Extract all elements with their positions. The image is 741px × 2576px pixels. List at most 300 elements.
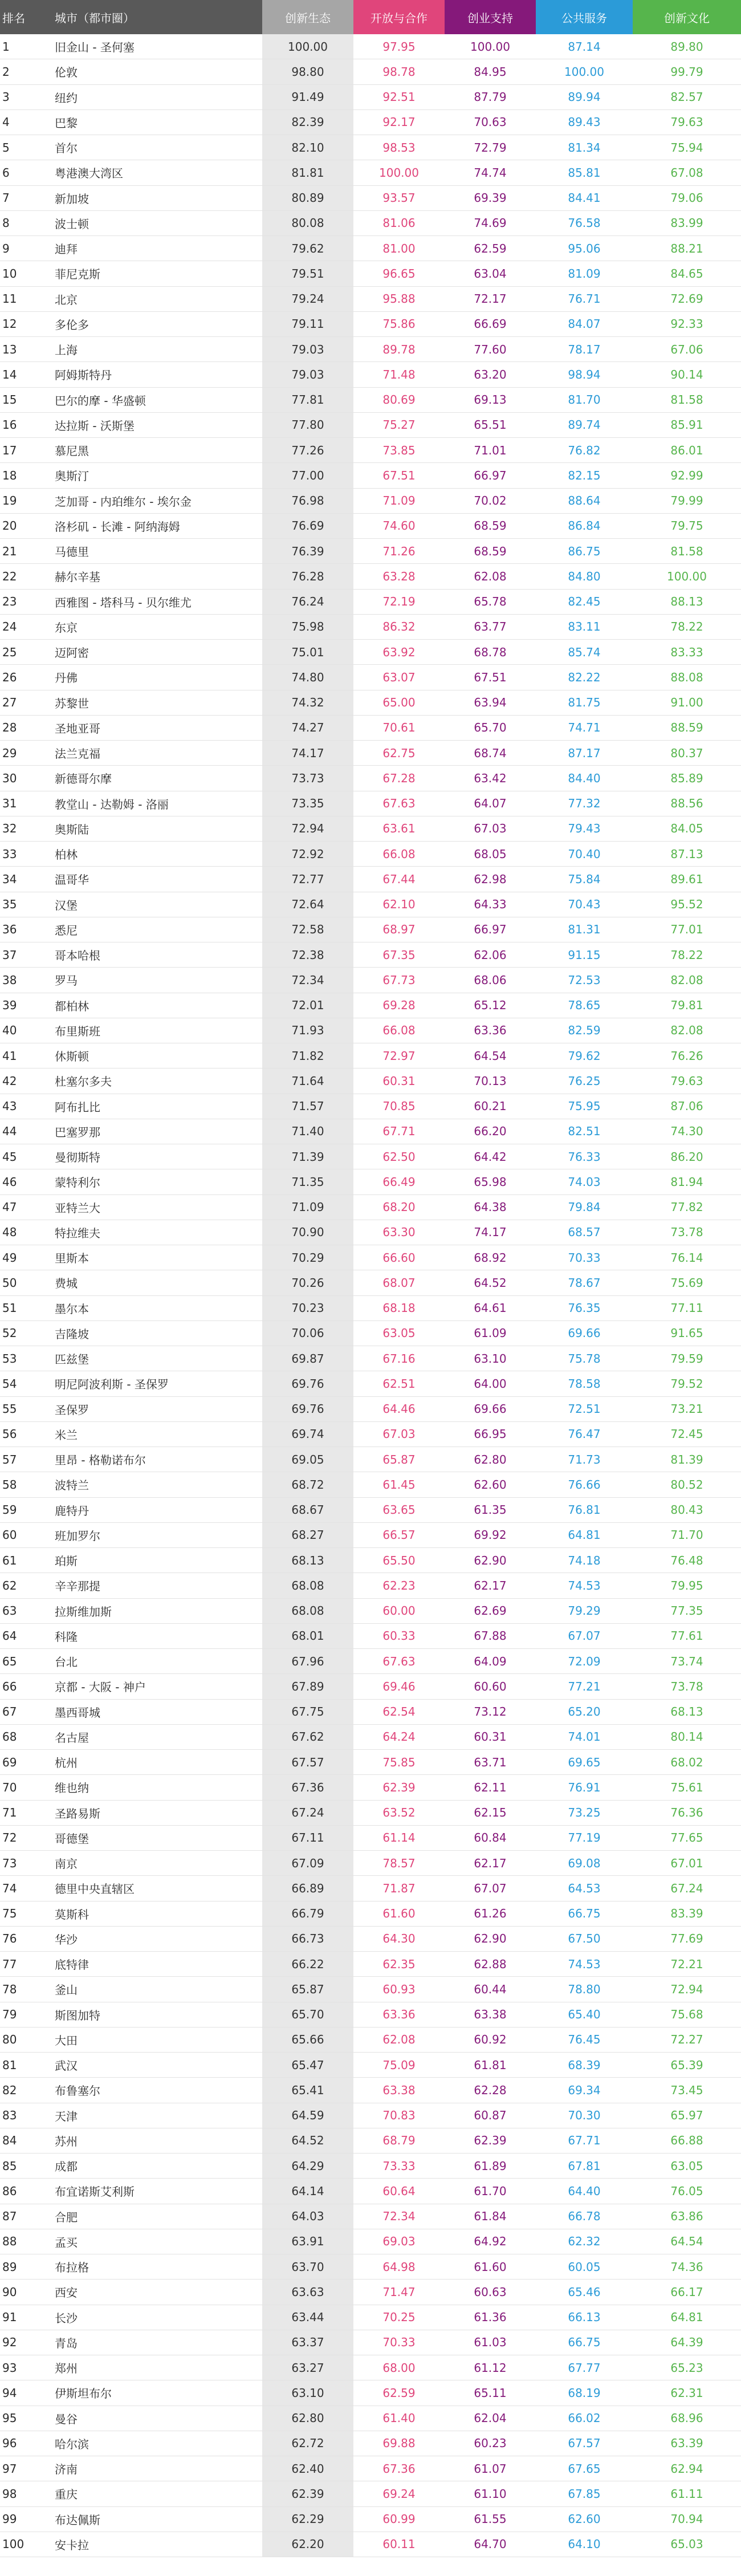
- table-row[interactable]: [0, 2330, 741, 2355]
- cell-city: 布鲁塞尔: [55, 2084, 100, 2098]
- cell-culture: 84.05: [670, 822, 703, 836]
- cell-rank: 15: [2, 393, 17, 407]
- table-row[interactable]: [0, 2532, 741, 2557]
- cell-openness: 63.92: [382, 645, 416, 659]
- table-row[interactable]: [0, 2355, 741, 2380]
- table-row[interactable]: [0, 842, 741, 867]
- table-row[interactable]: [0, 917, 741, 942]
- cell-startup: 63.77: [474, 620, 507, 634]
- cell-openness: 67.35: [382, 948, 416, 962]
- cell-startup: 65.51: [474, 418, 507, 432]
- table-row[interactable]: [0, 2078, 741, 2103]
- table-row[interactable]: [0, 1346, 741, 1371]
- table-row[interactable]: [0, 1548, 741, 1573]
- table-row[interactable]: [0, 1144, 741, 1169]
- header-openness[interactable]: 开放与合作: [353, 0, 445, 34]
- cell-culture: 67.24: [670, 1881, 703, 1895]
- cell-innovation: 63.91: [262, 2229, 353, 2254]
- cell-public-service: 74.03: [568, 1175, 601, 1189]
- cell-rank: 88: [2, 2234, 17, 2249]
- cell-innovation: 68.08: [262, 1573, 353, 1598]
- table-row[interactable]: [0, 1876, 741, 1901]
- cell-openness: 81.06: [382, 216, 416, 230]
- cell-openness: 66.08: [382, 847, 416, 861]
- cell-rank: 44: [2, 1124, 17, 1139]
- cell-innovation: 67.62: [262, 1725, 353, 1749]
- table-row[interactable]: [0, 1750, 741, 1775]
- cell-startup: 70.63: [474, 115, 507, 129]
- table-row[interactable]: [0, 2103, 741, 2128]
- cell-openness: 63.07: [382, 670, 416, 684]
- table-row[interactable]: [0, 2507, 741, 2532]
- table-row[interactable]: [0, 1977, 741, 2002]
- cell-openness: 62.08: [382, 2033, 416, 2047]
- table-row[interactable]: [0, 1523, 741, 1548]
- cell-openness: 75.27: [382, 418, 416, 432]
- cell-innovation: 71.57: [262, 1094, 353, 1119]
- cell-culture: 99.79: [670, 64, 703, 79]
- table-row[interactable]: [0, 2229, 741, 2254]
- cell-city: 重庆: [55, 2488, 78, 2502]
- table-row[interactable]: [0, 1371, 741, 1396]
- table-row[interactable]: [0, 615, 741, 640]
- cell-openness: 86.32: [382, 620, 416, 634]
- cell-city: 圣保罗: [55, 1403, 89, 1417]
- table-row[interactable]: [0, 1826, 741, 1851]
- cell-culture: 65.97: [670, 2108, 703, 2123]
- table-row[interactable]: [0, 1700, 741, 1725]
- table-row[interactable]: [0, 539, 741, 564]
- cell-rank: 68: [2, 1730, 17, 1744]
- cell-startup: 61.84: [474, 2209, 507, 2224]
- cell-openness: 71.87: [382, 1881, 416, 1895]
- cell-innovation: 91.49: [262, 85, 353, 109]
- cell-culture: 73.21: [670, 1402, 703, 1416]
- table-row[interactable]: [0, 85, 741, 110]
- cell-startup: 72.17: [474, 292, 507, 306]
- cell-public-service: 79.43: [568, 822, 601, 836]
- table-row[interactable]: [0, 968, 741, 993]
- cell-public-service: 79.62: [568, 1049, 601, 1063]
- cell-openness: 67.63: [382, 797, 416, 811]
- table-row[interactable]: [0, 2053, 741, 2078]
- cell-city: 莫斯科: [55, 1907, 89, 1921]
- cell-public-service: 71.73: [568, 1452, 601, 1466]
- cell-public-service: 87.14: [568, 39, 601, 54]
- table-row[interactable]: [0, 1775, 741, 1800]
- cell-startup: 62.06: [474, 948, 507, 962]
- cell-openness: 98.53: [382, 140, 416, 155]
- table-row[interactable]: [0, 2254, 741, 2280]
- cell-public-service: 76.58: [568, 216, 601, 230]
- table-row[interactable]: [0, 1498, 741, 1523]
- cell-openness: 64.98: [382, 2260, 416, 2274]
- cell-startup: 64.38: [474, 1200, 507, 1214]
- table-row[interactable]: [0, 640, 741, 665]
- cell-culture: 77.69: [670, 1932, 703, 1946]
- table-row[interactable]: [0, 337, 741, 362]
- cell-city: 名古屋: [55, 1730, 89, 1745]
- cell-city: 珀斯: [55, 1554, 78, 1569]
- table-row[interactable]: [0, 1119, 741, 1144]
- cell-openness: 69.46: [382, 1679, 416, 1693]
- cell-innovation: 62.80: [262, 2406, 353, 2431]
- cell-public-service: 76.25: [568, 1074, 601, 1088]
- table-row[interactable]: [0, 1674, 741, 1699]
- cell-culture: 95.52: [670, 897, 703, 912]
- cell-culture: 68.96: [670, 2411, 703, 2425]
- cell-innovation: 73.73: [262, 766, 353, 790]
- cell-rank: 32: [2, 822, 17, 836]
- cell-openness: 66.08: [382, 1023, 416, 1038]
- cell-city: 米兰: [55, 1428, 78, 1442]
- table-row[interactable]: [0, 665, 741, 690]
- table-row[interactable]: [0, 1270, 741, 1295]
- table-row[interactable]: [0, 1624, 741, 1649]
- cell-public-service: 66.75: [568, 2335, 601, 2350]
- table-row[interactable]: [0, 2154, 741, 2179]
- cell-city: 杭州: [55, 1756, 78, 1770]
- cell-public-service: 65.46: [568, 2285, 601, 2299]
- cell-rank: 16: [2, 418, 17, 432]
- cell-openness: 63.30: [382, 1225, 416, 1240]
- table-row[interactable]: [0, 362, 741, 387]
- cell-innovation: 76.98: [262, 489, 353, 513]
- cell-startup: 68.59: [474, 519, 507, 533]
- table-row[interactable]: [0, 2431, 741, 2456]
- cell-startup: 61.12: [474, 2360, 507, 2375]
- cell-culture: 91.00: [670, 696, 703, 710]
- cell-public-service: 67.65: [568, 2461, 601, 2476]
- cell-innovation: 82.39: [262, 110, 353, 135]
- cell-culture: 72.21: [670, 1957, 703, 1971]
- cell-rank: 79: [2, 2008, 17, 2022]
- header-rank[interactable]: 排名: [0, 0, 51, 34]
- table-row[interactable]: [0, 2456, 741, 2481]
- cell-startup: 68.59: [474, 544, 507, 558]
- cell-city: 大田: [55, 2033, 78, 2047]
- table-row[interactable]: [0, 993, 741, 1018]
- cell-rank: 60: [2, 1528, 17, 1542]
- cell-city: 釜山: [55, 1983, 78, 1997]
- cell-culture: 77.11: [670, 1301, 703, 1315]
- cell-innovation: 68.01: [262, 1624, 353, 1648]
- table-row[interactable]: [0, 2028, 741, 2053]
- cell-innovation: 69.74: [262, 1422, 353, 1447]
- table-row[interactable]: [0, 438, 741, 463]
- cell-public-service: 69.08: [568, 1856, 601, 1870]
- cell-startup: 63.04: [474, 266, 507, 281]
- cell-rank: 97: [2, 2461, 17, 2476]
- cell-openness: 62.23: [382, 1578, 416, 1592]
- cell-rank: 17: [2, 443, 17, 457]
- table-row[interactable]: [0, 236, 741, 261]
- cell-city: 特拉维夫: [55, 1226, 100, 1240]
- cell-startup: 64.70: [474, 2537, 507, 2551]
- table-row[interactable]: [0, 388, 741, 413]
- cell-public-service: 69.65: [568, 1755, 601, 1769]
- table-row[interactable]: [0, 590, 741, 615]
- cell-rank: 89: [2, 2260, 17, 2274]
- table-row[interactable]: [0, 1296, 741, 1321]
- cell-openness: 73.33: [382, 2159, 416, 2173]
- cell-culture: 88.08: [670, 670, 703, 684]
- cell-culture: 79.63: [670, 115, 703, 129]
- cell-culture: 65.03: [670, 2537, 703, 2551]
- cell-innovation: 76.69: [262, 514, 353, 538]
- cell-culture: 66.88: [670, 2134, 703, 2148]
- cell-rank: 64: [2, 1629, 17, 1643]
- cell-public-service: 79.29: [568, 1604, 601, 1618]
- cell-startup: 61.60: [474, 2260, 507, 2274]
- cell-startup: 62.28: [474, 2083, 507, 2097]
- cell-public-service: 76.45: [568, 2033, 601, 2047]
- cell-culture: 92.99: [670, 468, 703, 482]
- cell-rank: 4: [2, 115, 10, 129]
- table-row[interactable]: [0, 2204, 741, 2229]
- cell-rank: 27: [2, 696, 17, 710]
- cell-culture: 86.01: [670, 443, 703, 457]
- cell-startup: 84.95: [474, 64, 507, 79]
- cell-city: 阿布扎比: [55, 1100, 100, 1114]
- table-row[interactable]: [0, 514, 741, 539]
- cell-innovation: 64.14: [262, 2179, 353, 2203]
- table-row[interactable]: [0, 463, 741, 488]
- table-row[interactable]: [0, 287, 741, 312]
- cell-city: 布拉格: [55, 2261, 89, 2275]
- table-row[interactable]: [0, 135, 741, 160]
- cell-city: 波特兰: [55, 1478, 89, 1493]
- cell-culture: 77.01: [670, 923, 703, 937]
- table-row[interactable]: [0, 34, 741, 59]
- cell-innovation: 62.20: [262, 2532, 353, 2557]
- cell-startup: 64.52: [474, 1275, 507, 1290]
- cell-city: 亚特兰大: [55, 1201, 100, 1215]
- cell-city: 费城: [55, 1277, 78, 1291]
- cell-culture: 62.31: [670, 2386, 703, 2400]
- table-row[interactable]: [0, 1068, 741, 1094]
- table-row[interactable]: [0, 816, 741, 842]
- cell-rank: 21: [2, 544, 17, 558]
- cell-openness: 69.03: [382, 2234, 416, 2249]
- table-row[interactable]: [0, 1043, 741, 1068]
- cell-culture: 72.27: [670, 2033, 703, 2047]
- cell-culture: 85.89: [670, 771, 703, 785]
- cell-startup: 63.20: [474, 367, 507, 381]
- cell-innovation: 79.62: [262, 236, 353, 261]
- cell-openness: 62.51: [382, 1376, 416, 1391]
- header-city[interactable]: 城市（都市圈）: [51, 0, 262, 34]
- table-row[interactable]: [0, 1397, 741, 1422]
- table-row[interactable]: [0, 1321, 741, 1346]
- table-row[interactable]: [0, 186, 741, 211]
- table-row[interactable]: [0, 716, 741, 741]
- cell-city: 墨尔本: [55, 1302, 89, 1316]
- cell-city: 伦敦: [55, 66, 78, 80]
- table-row[interactable]: [0, 1952, 741, 1977]
- cell-city: 匹兹堡: [55, 1352, 89, 1367]
- cell-public-service: 74.53: [568, 1957, 601, 1971]
- cell-startup: 66.95: [474, 1427, 507, 1441]
- cell-innovation: 67.36: [262, 1775, 353, 1799]
- cell-rank: 69: [2, 1755, 17, 1769]
- cell-innovation: 76.28: [262, 564, 353, 588]
- table-row[interactable]: [0, 1018, 741, 1043]
- table-row[interactable]: [0, 564, 741, 589]
- cell-startup: 73.12: [474, 1705, 507, 1719]
- cell-public-service: 78.17: [568, 342, 601, 356]
- cell-startup: 62.04: [474, 2411, 507, 2425]
- cell-innovation: 72.01: [262, 993, 353, 1018]
- header-public-service[interactable]: 公共服务: [536, 0, 633, 34]
- table-row[interactable]: [0, 867, 741, 892]
- cell-rank: 1: [2, 39, 10, 54]
- header-innovation[interactable]: 创新生态: [262, 0, 353, 34]
- cell-public-service: 64.10: [568, 2537, 601, 2551]
- table-row[interactable]: [0, 211, 741, 236]
- cell-culture: 77.61: [670, 1629, 703, 1643]
- cell-public-service: 77.32: [568, 797, 601, 811]
- cell-public-service: 81.75: [568, 696, 601, 710]
- cell-innovation: 75.01: [262, 640, 353, 664]
- table-row[interactable]: [0, 1245, 741, 1270]
- table-row[interactable]: [0, 2305, 741, 2330]
- cell-innovation: 72.94: [262, 816, 353, 841]
- cell-city: 台北: [55, 1655, 78, 1669]
- cell-city: 粤港澳大湾区: [55, 166, 123, 181]
- table-row[interactable]: [0, 413, 741, 438]
- table-row[interactable]: [0, 690, 741, 716]
- table-row[interactable]: [0, 312, 741, 337]
- cell-culture: 71.70: [670, 1528, 703, 1542]
- cell-culture: 81.58: [670, 544, 703, 558]
- cell-public-service: 78.65: [568, 998, 601, 1013]
- table-row[interactable]: [0, 1599, 741, 1624]
- cell-culture: 88.59: [670, 721, 703, 735]
- cell-innovation: 77.00: [262, 463, 353, 487]
- cell-culture: 81.94: [670, 1175, 703, 1189]
- cell-innovation: 77.26: [262, 438, 353, 462]
- cell-culture: 89.80: [670, 39, 703, 54]
- table-row[interactable]: [0, 160, 741, 185]
- cell-city: 阿姆斯特丹: [55, 368, 112, 383]
- cell-public-service: 76.71: [568, 292, 601, 306]
- table-row[interactable]: [0, 261, 741, 286]
- cell-city: 苏黎世: [55, 696, 89, 710]
- table-row[interactable]: [0, 1094, 741, 1119]
- cell-city: 安卡拉: [55, 2538, 89, 2552]
- cell-startup: 63.36: [474, 1023, 507, 1038]
- cell-public-service: 69.66: [568, 1326, 601, 1340]
- cell-culture: 80.43: [670, 1503, 703, 1517]
- table-row[interactable]: [0, 741, 741, 766]
- table-row[interactable]: [0, 489, 741, 514]
- table-row[interactable]: [0, 110, 741, 135]
- table-row[interactable]: [0, 1851, 741, 1876]
- cell-public-service: 72.09: [568, 1654, 601, 1668]
- cell-innovation: 62.40: [262, 2456, 353, 2481]
- cell-city: 拉斯维加斯: [55, 1604, 112, 1619]
- cell-startup: 61.36: [474, 2310, 507, 2325]
- cell-innovation: 70.29: [262, 1245, 353, 1270]
- table-row[interactable]: [0, 1195, 741, 1220]
- cell-public-service: 86.75: [568, 544, 601, 558]
- cell-public-service: 89.43: [568, 115, 601, 129]
- cell-startup: 63.94: [474, 696, 507, 710]
- cell-startup: 62.80: [474, 1452, 507, 1466]
- cell-innovation: 64.03: [262, 2204, 353, 2229]
- table-row[interactable]: [0, 2406, 741, 2431]
- cell-rank: 11: [2, 292, 17, 306]
- table-row[interactable]: [0, 2128, 741, 2154]
- table-row[interactable]: [0, 1447, 741, 1472]
- table-row[interactable]: [0, 2280, 741, 2305]
- cell-innovation: 64.59: [262, 2103, 353, 2128]
- cell-culture: 73.78: [670, 1225, 703, 1240]
- cell-startup: 62.39: [474, 2134, 507, 2148]
- cell-rank: 71: [2, 1806, 17, 1820]
- cell-startup: 63.71: [474, 1755, 507, 1769]
- cell-innovation: 73.35: [262, 791, 353, 816]
- table-row[interactable]: [0, 2380, 741, 2406]
- cell-openness: 67.51: [382, 468, 416, 482]
- table-row[interactable]: [0, 1573, 741, 1598]
- table-row[interactable]: [0, 1220, 741, 1245]
- cell-startup: 66.69: [474, 317, 507, 331]
- table-row[interactable]: [0, 59, 741, 84]
- table-row[interactable]: [0, 2481, 741, 2506]
- cell-public-service: 67.71: [568, 2134, 601, 2148]
- cell-openness: 97.95: [382, 39, 416, 54]
- cell-openness: 71.47: [382, 2285, 416, 2299]
- cell-openness: 68.18: [382, 1301, 416, 1315]
- table-row[interactable]: [0, 2179, 741, 2204]
- header-culture[interactable]: 创新文化: [633, 0, 741, 34]
- cell-culture: 91.65: [670, 1326, 703, 1340]
- table-row[interactable]: [0, 1649, 741, 1674]
- table-row[interactable]: [0, 1472, 741, 1497]
- cell-rank: 26: [2, 670, 17, 684]
- table-row[interactable]: [0, 892, 741, 917]
- cell-public-service: 60.05: [568, 2260, 601, 2274]
- cell-city: 斯图加特: [55, 2008, 100, 2022]
- cell-startup: 63.38: [474, 2008, 507, 2022]
- table-row[interactable]: [0, 791, 741, 816]
- table-row[interactable]: [0, 942, 741, 968]
- table-row[interactable]: [0, 1901, 741, 1927]
- cell-city: 孟买: [55, 2235, 78, 2249]
- table-row[interactable]: [0, 2002, 741, 2028]
- table-row[interactable]: [0, 766, 741, 791]
- table-row[interactable]: [0, 1725, 741, 1750]
- table-row[interactable]: [0, 1169, 741, 1194]
- cell-rank: 53: [2, 1351, 17, 1366]
- cell-city: 吉隆坡: [55, 1327, 89, 1341]
- table-row[interactable]: [0, 1422, 741, 1447]
- cell-rank: 98: [2, 2486, 17, 2501]
- cell-rank: 6: [2, 165, 10, 180]
- header-startup[interactable]: 创业支持: [445, 0, 536, 34]
- cell-rank: 78: [2, 1982, 17, 1996]
- cell-innovation: 79.51: [262, 261, 353, 286]
- cell-city: 班加罗尔: [55, 1529, 100, 1543]
- cell-culture: 68.13: [670, 1705, 703, 1719]
- cell-openness: 93.57: [382, 191, 416, 205]
- table-row[interactable]: [0, 1927, 741, 1952]
- cell-innovation: 71.39: [262, 1144, 353, 1169]
- table-row[interactable]: [0, 1801, 741, 1826]
- cell-public-service: 70.30: [568, 2108, 601, 2123]
